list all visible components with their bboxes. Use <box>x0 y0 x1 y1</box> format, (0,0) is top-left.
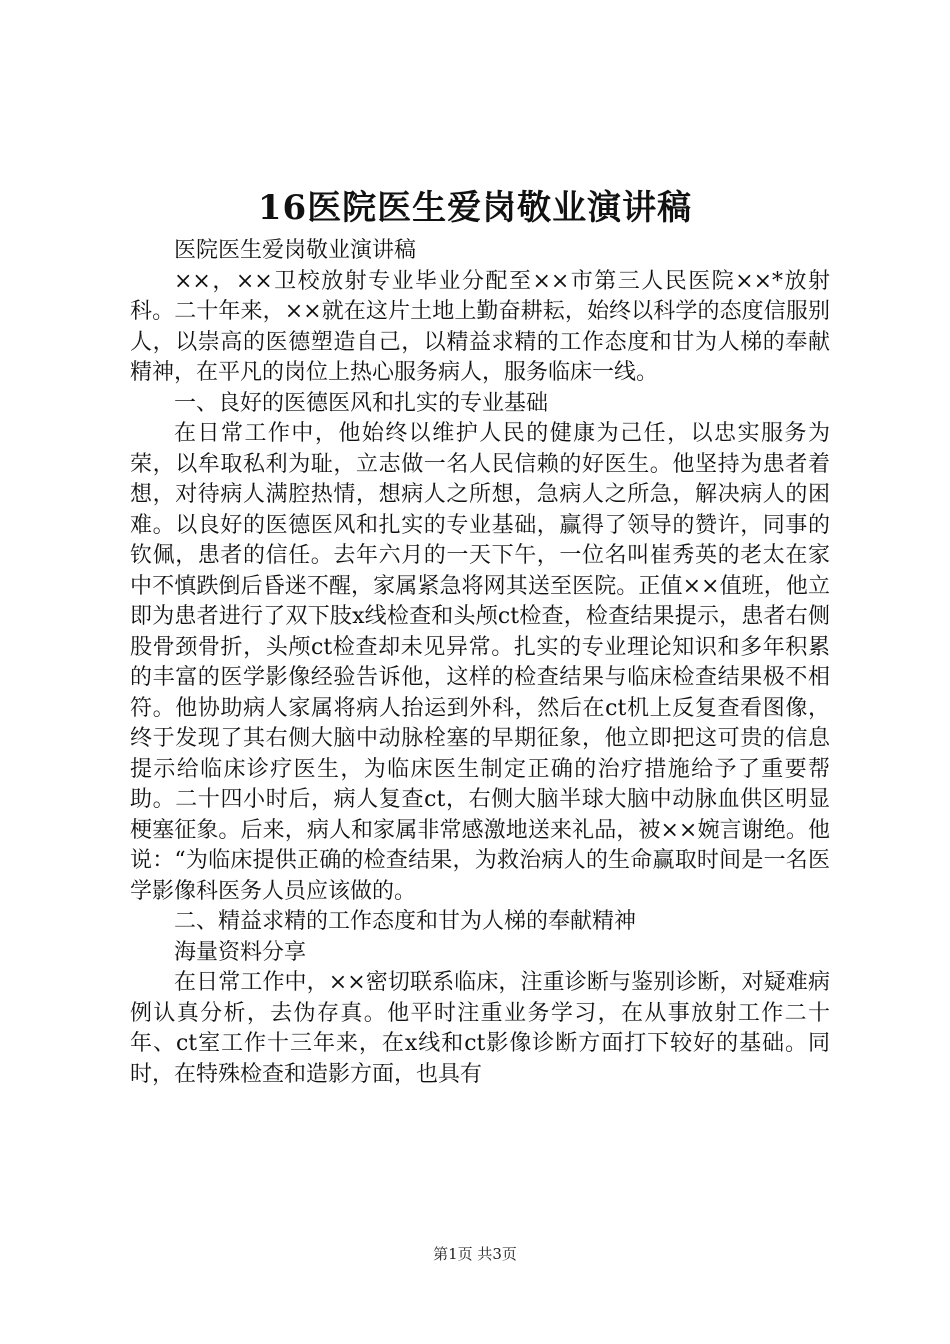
subtitle-paragraph: 医院医生爱岗敬业演讲稿 <box>174 238 417 263</box>
body-paragraph-2: 在日常工作中，××密切联系临床，注重诊断与鉴别诊断，对疑难病例认真分析，去伪存真。他平时注重业务学习，在从事放射工作二十年、ct室工作十三年来，在x线和ct影像诊断方面打下较好的基础。同时，在特殊检查和造影方面，也具有 <box>130 970 830 1087</box>
section-heading-1: 一、良好的医德医风和扎实的专业基础 <box>174 390 549 416</box>
document-title: 16医院医生爱岗敬业演讲稿 <box>257 188 693 228</box>
section-heading-2: 二、精益求精的工作态度和甘为人梯的奉献精神 <box>174 909 637 934</box>
intro-paragraph: ××，××卫校放射专业毕业分配至××市第三人民医院××*放射科。二十年来，××就在这片土地上勤奋耕耘，始终以科学的态度信服别人，以崇高的医德塑造自己，以精益求精的工作态度和甘为人梯的奉献精神，在平凡的岗位上热心服务病人，服务临床一线。 <box>130 268 830 385</box>
body-paragraph-1: 在日常工作中，他始终以维护人民的健康为己任，以忠实服务为荣，以牟取私利为耻，立志做一名人民信赖的好医生。他坚持为患者着想，对待病人满腔热情，想病人之所想，急病人之所急，解决病人的困难。以良好的医德医风和扎实的专业基础，赢得了领导的赞许，同事的钦佩，患者的信任。去年六月的一天下午，一位名叫崔秀英的老太在家中不慎跌倒后昏迷不醒，家属紧急将网其送至医院。正值××值班，他立即为患者进行了双下肢x线检查和头颅ct检查，检查结果提示，患者右侧股骨颈骨折，头颅ct检查却未见异常。扎实的专业理论知识和多年积累的丰富的医学影像经验告诉他，这样的检查结果与临床检查结果极不相符。他协助病人家属将病人抬运到外科，然后在ct机上反复查看图像，终于发现了其右侧大脑中动脉栓塞的早期征象，他立即把这可贵的信息提示给临床诊疗医生，为临床医生制定正确的治疗措施给予了重要帮助。二十四小时后，病人复查ct，右侧大脑半球大脑中动脉血供区明显梗塞征象。后来，病人和家属非常感激地送来礼品，被××婉言谢绝。他说：“为临床提供正确的检查结果，为救治病人的生命赢取时间是一名医学影像科医务人员应该做的。 <box>130 421 830 904</box>
page-number-footer: 第1页 共3页 <box>433 1245 517 1263</box>
document-body <box>130 236 830 1090</box>
share-note: 海量资料分享 <box>174 939 307 965</box>
